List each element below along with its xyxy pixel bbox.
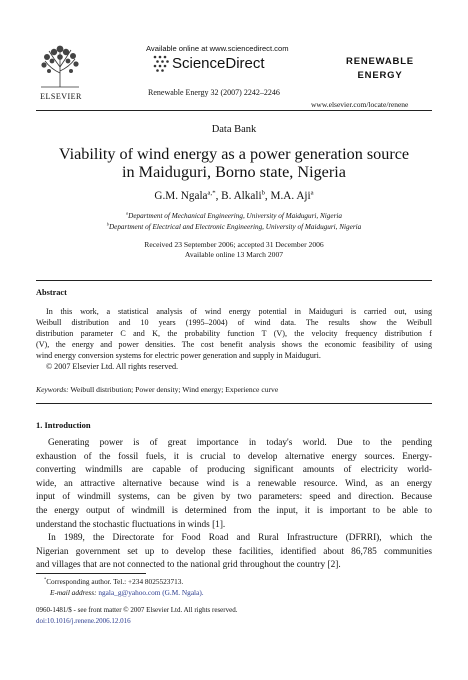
received-dates: Received 23 September 2006; accepted 31 December 2006: [144, 240, 324, 249]
doi-link[interactable]: doi:10.1016/j.renene.2006.12.016: [36, 617, 131, 625]
abstract-line: In this work, a statistical analysis of wind energy potential in Maiduguri is carried out, using: [46, 307, 432, 316]
author-name: G.M. Ngala: [154, 190, 208, 202]
footnote-rule: [36, 573, 146, 574]
intro-line: In 1989, the Directorate for Food Road and Rural Infrastructure (DFRRI), which the: [48, 533, 432, 544]
affiliation-mark: a: [126, 210, 129, 216]
keywords: [36, 385, 278, 394]
author-name: B. Alkali: [221, 190, 262, 202]
abstract-line: (V), the energy and power densities. The cost benefit analysis shows the economic feasibility of using: [36, 340, 432, 349]
article-title-line1: Viability of wind energy as a power generation source: [58, 145, 410, 163]
abstract-heading: Abstract: [36, 288, 67, 297]
corresponding-author: *Corresponding author. Tel.: +234 8025523713.: [44, 576, 184, 586]
affiliation: [36, 223, 432, 231]
author-affiliation-mark: a,*: [207, 189, 216, 197]
available-online: Available online at www.sciencedirect.com: [146, 44, 289, 53]
intro-line: Nigerian government set up to develop these facilities, identified about 86,785 communities: [36, 546, 432, 557]
affiliation: [36, 212, 432, 220]
intro-line: wide, an attractive alternative because wind is a renewable resource. Wind, as an energy: [36, 478, 432, 489]
issn-line: 0960-1481/$ - see front matter © 2007 Elsevier Ltd. All rights reserved.: [36, 606, 238, 614]
intro-line: converting windmills are capable of producing significant amounts of electricity world-: [36, 465, 432, 476]
keywords-list: Weibull distribution; Power density; Wind energy; Experience curve: [70, 385, 279, 394]
header-rule: [36, 110, 432, 111]
intro-line: exhaustion of the fossil fuels, it is crucial to develop alternative energy sources. Energy-: [36, 451, 432, 462]
keywords-label: Keywords:: [36, 385, 69, 394]
intro-line: Generating power is of great importance in today's world. Due to the pending: [48, 438, 432, 448]
author-affiliation-mark: b: [261, 189, 265, 197]
abstract-line: Weibull distribution and 10 years (1995–2004) of wind data. The results show the Weibull: [36, 318, 432, 327]
journal-logo: RENEWABLE ENERGY: [346, 56, 414, 81]
author-list: G.M. Ngala$^{a,*}$, B. Alkali$^b$, M.A. Aji$^a$: [154, 189, 314, 202]
elsevier-tree-logo: [37, 43, 83, 89]
abstract-line: distribution parameter C and K, the probability function T (V), the velocity frequency distribution f: [36, 329, 432, 338]
abstract-line: wind energy conversion systems for electric power generation and supply in Maiduguri.: [36, 351, 321, 360]
affiliation-mark: b: [106, 221, 109, 227]
abstract-body: [36, 306, 432, 372]
article-title-line2: in Maiduguri, Borno state, Nigeria: [122, 163, 346, 181]
publisher-name: ELSEVIER: [40, 92, 82, 101]
abstract-top-rule: [36, 280, 432, 281]
intro-line: input of windmill systems, can be given by two parameters: speed and direction. Because: [36, 492, 432, 503]
section-label: Data Bank: [211, 124, 257, 135]
journal-url[interactable]: www.elsevier.com/locate/renene: [311, 100, 409, 109]
sciencedirect-dots-icon: [152, 54, 170, 74]
author-name: M.A. Aji: [270, 190, 311, 202]
email-line: [50, 588, 204, 597]
intro-line: and villages that are not connected to the national grid throughout the country [2].: [36, 560, 341, 571]
intro-line: understand the stochastic fluctuations in winds [1].: [36, 519, 226, 530]
affiliation-text: Department of Electrical and Electronic Engineering, University of Maiduguri, Nigeria: [108, 223, 362, 231]
corresponding-text: Corresponding author. Tel.: +234 8025523713.: [46, 577, 184, 586]
email-label: E-mail address:: [50, 588, 97, 597]
intro-heading: 1. Introduction: [36, 420, 91, 430]
affiliation-text: Department of Mechanical Engineering, University of Maiduguri, Nigeria: [128, 212, 342, 220]
intro-line: the energy output of windmill is determined from the input, it is important to be able to: [36, 505, 432, 516]
journal-citation: Renewable Energy 32 (2007) 2242–2246: [148, 88, 280, 97]
online-date: Available online 13 March 2007: [184, 250, 284, 259]
intro-body: [36, 437, 432, 573]
abstract-line: © 2007 Elsevier Ltd. All rights reserved.: [46, 362, 179, 371]
abstract-bottom-rule: [36, 403, 432, 404]
sciencedirect-brand: ScienceDirect: [172, 55, 265, 72]
author-affiliation-mark: a: [310, 189, 314, 197]
email-link[interactable]: ngala_g@yahoo.com (G.M. Ngala).: [98, 588, 204, 597]
